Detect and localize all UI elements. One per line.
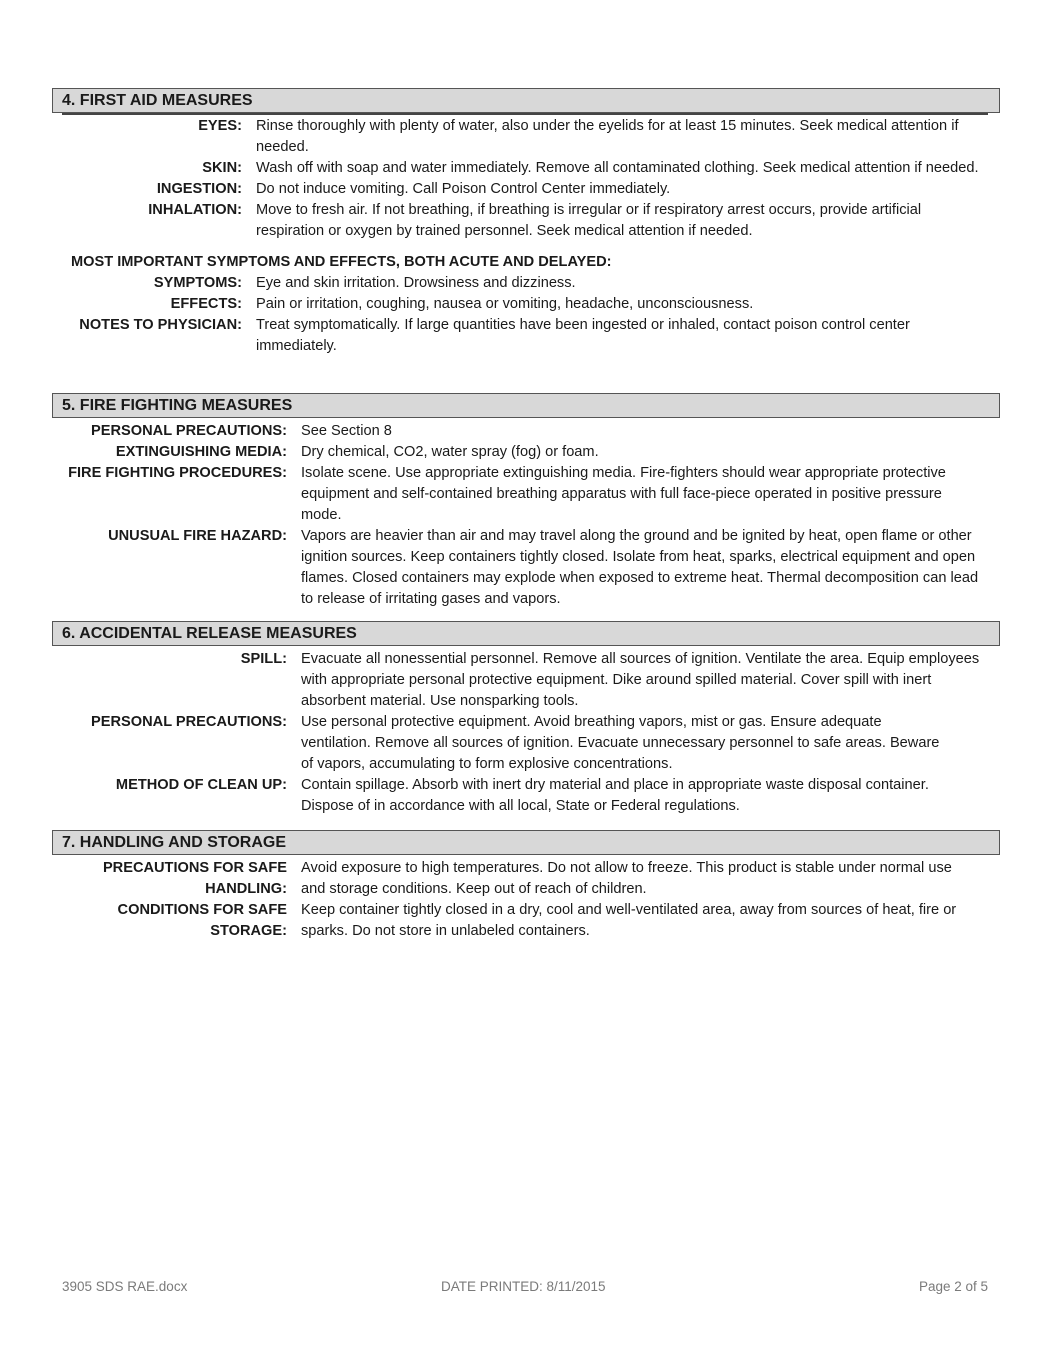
section-first-aid xyxy=(52,88,1000,357)
list-item xyxy=(52,273,1000,294)
field-value: Wash off with soap and water immediately. Remove all contaminated clothing. Seek medical attention if needed. xyxy=(256,160,979,176)
field-label: NOTES TO PHYSICIAN: xyxy=(79,317,242,333)
field-value: Isolate scene. Use appropriate extinguishing media. Fire-fighters should wear appropriate protective equipment and self-contained breathing apparatus with full face-piece operated in positive pressure mode. xyxy=(301,465,946,523)
field-value: Move to fresh air. If not breathing, if breathing is irregular or if respiratory arrest occurs, provide artificial respiration or oxygen by trained personnel. Seek medical attention if needed. xyxy=(256,202,922,239)
field-value: Keep container tightly closed in a dry, cool and well-ventilated area, away from sources of heat, fire or sparks. Do not store in unlabeled containers. xyxy=(301,902,957,939)
field-value: Use personal protective equipment. Avoid breathing vapors, mist or gas. Ensure adequate ventilation. Remove all sources of ignition. Evacuate unnecessary personnel to safe areas. Beware of vapors, accumulating to form explosive concentrations. xyxy=(301,714,940,772)
list-item xyxy=(52,442,1000,463)
field-value: Do not induce vomiting. Call Poison Control Center immediately. xyxy=(256,181,671,197)
field-value: Eye and skin irritation. Drowsiness and dizziness. xyxy=(256,275,576,291)
field-label: SKIN: xyxy=(202,160,242,176)
header-underline xyxy=(62,113,988,115)
footer-date-printed: DATE PRINTED: 8/11/2015 xyxy=(441,1279,606,1294)
list-item xyxy=(52,712,1000,775)
list-item xyxy=(52,858,1000,900)
field-value: Evacuate all nonessential personnel. Remove all sources of ignition. Ventilate the area. Equip employees with appropriate personal protective equipment. Dike around spilled material. Cover spill with inert absorbent material. Use nonsparking tools. xyxy=(301,651,980,709)
section-fire-fighting xyxy=(52,393,1000,610)
field-value: Rinse thoroughly with plenty of water, also under the eyelids for at least 15 minutes. Seek medical attention if needed. xyxy=(256,118,959,155)
field-value: Treat symptomatically. If large quantities have been ingested or inhaled, contact poison control center immediately. xyxy=(256,317,910,354)
field-value: Avoid exposure to high temperatures. Do not allow to freeze. This product is stable under normal use and storage conditions. Keep out of reach of children. xyxy=(301,860,952,897)
list-item xyxy=(52,294,1000,315)
field-value: Vapors are heavier than air and may travel along the ground and be ignited by heat, open flame or other ignition sources. Keep containers tightly closed. Isolate from heat, sparks, electrical equipment and open flames. Closed containers may explode when exposed to extreme heat. Thermal decomposition can lead to release of irritating gases and vapors. xyxy=(301,528,979,607)
list-item xyxy=(52,200,1000,242)
section-header: 5. FIRE FIGHTING MEASURES xyxy=(52,393,1000,418)
list-item xyxy=(52,526,1000,610)
field-label: METHOD OF CLEAN UP: xyxy=(115,777,287,793)
field-label: CONDITIONS FOR SAFE STORAGE: xyxy=(117,902,287,939)
field-label: INHALATION: xyxy=(148,202,242,218)
list-item xyxy=(52,116,1000,158)
section-accidental-release xyxy=(52,621,1000,817)
field-value: Dry chemical, CO2, water spray (fog) or foam. xyxy=(301,444,599,460)
field-label: PERSONAL PRECAUTIONS: xyxy=(91,714,287,730)
list-item xyxy=(52,179,1000,200)
field-label: SYMPTOMS: xyxy=(153,275,242,291)
field-label: EXTINGUISHING MEDIA: xyxy=(115,444,287,460)
field-value: Contain spillage. Absorb with inert dry material and place in appropriate waste disposal container. Dispose of in accordance with all local, State or Federal regulations. xyxy=(301,777,929,814)
list-item xyxy=(52,315,1000,357)
list-item xyxy=(52,158,1000,179)
field-label: INGESTION: xyxy=(156,181,242,197)
field-label: EYES: xyxy=(198,118,242,134)
section-header: 7. HANDLING AND STORAGE xyxy=(52,830,1000,855)
list-item xyxy=(52,421,1000,442)
field-value: Pain or irritation, coughing, nausea or vomiting, headache, unconsciousness. xyxy=(256,296,754,312)
field-label: EFFECTS: xyxy=(170,296,242,312)
footer-page-number: Page 2 of 5 xyxy=(918,1279,988,1294)
field-label: PRECAUTIONS FOR SAFE HANDLING: xyxy=(102,860,287,897)
list-item xyxy=(52,649,1000,712)
footer-filename: 3905 SDS RAE.docx xyxy=(62,1279,188,1294)
section-header: 4. FIRST AID MEASURES xyxy=(52,88,1000,113)
field-label: FIRE FIGHTING PROCEDURES: xyxy=(68,465,287,481)
subheading-symptoms: MOST IMPORTANT SYMPTOMS AND EFFECTS, BOTH ACUTE AND DELAYED: xyxy=(71,254,612,270)
field-label: SPILL: xyxy=(240,651,287,667)
section-header: 6. ACCIDENTAL RELEASE MEASURES xyxy=(52,621,1000,646)
list-item xyxy=(52,463,1000,526)
field-label: UNUSUAL FIRE HAZARD: xyxy=(108,528,287,544)
list-item xyxy=(52,775,1000,817)
list-item xyxy=(52,900,1000,942)
field-value: See Section 8 xyxy=(301,423,392,439)
field-label: PERSONAL PRECAUTIONS: xyxy=(91,423,287,439)
section-handling-storage xyxy=(52,830,1000,942)
